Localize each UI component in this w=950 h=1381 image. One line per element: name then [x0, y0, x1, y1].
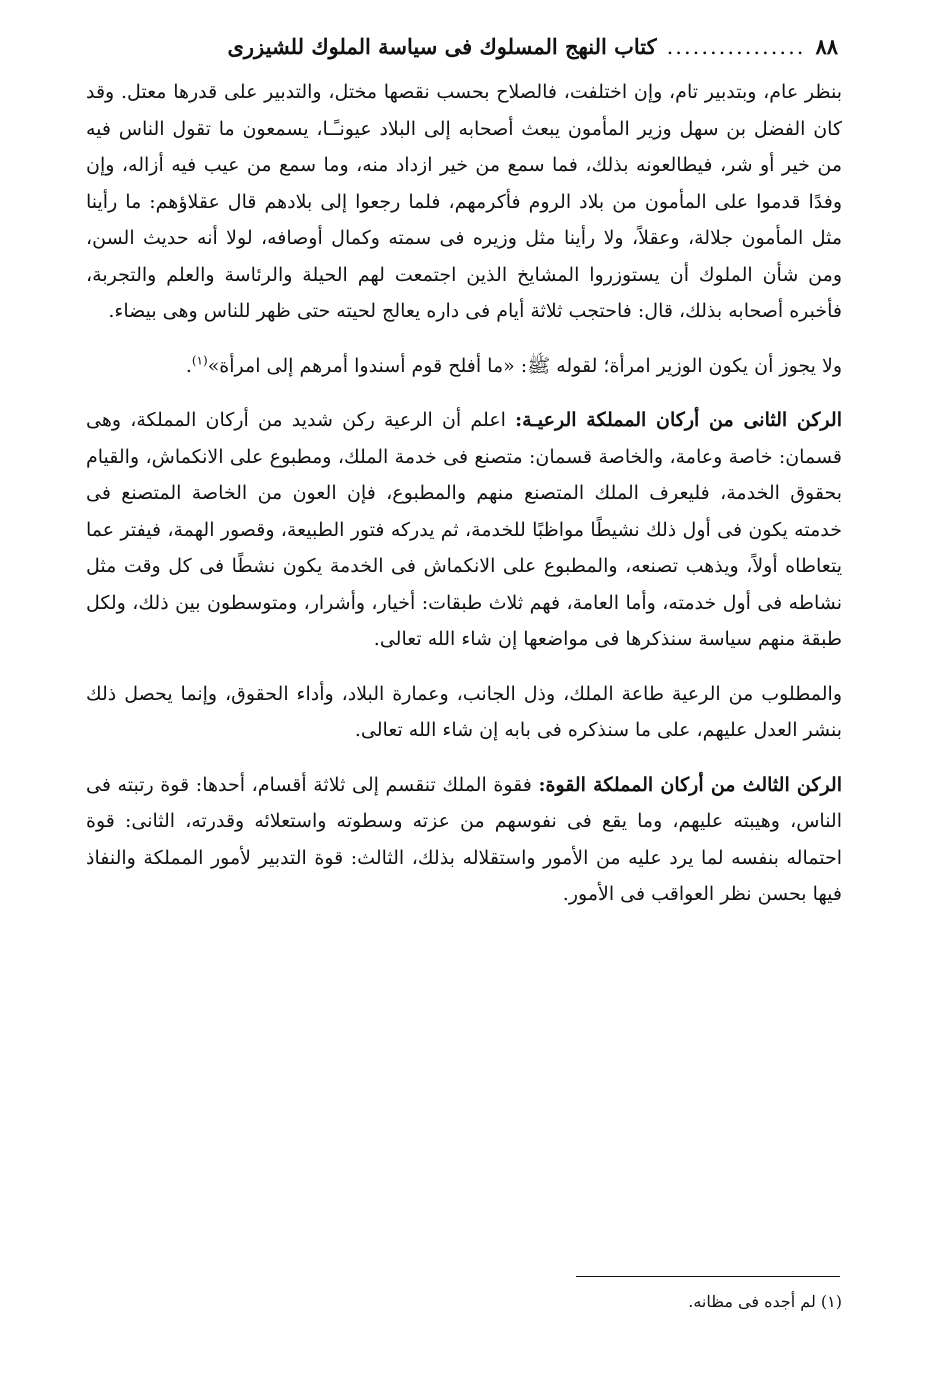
paragraph-text: والمطلوب من الرعية طاعة الملك، وذل الجانب، وعمارة البلاد، وأداء الحقوق، وإنما يحصل ذلك بنشر العدل عليهم، على ما سنذكره فى بابه إن شاء الله تعالى. [86, 682, 842, 741]
footnote: (١) لم أجده فى مظانه. [688, 1292, 842, 1311]
paragraph-text: ولا يجوز أن يكون الوزير امرأة؛ لقوله ﷺ: «ما أفلح قوم أسندوا أمرهم إلى امرأة» [207, 354, 842, 377]
section-heading: الركن الثانى من أركان المملكة الرعيـة: [515, 409, 842, 431]
page-number: ٨٨ [815, 34, 838, 59]
footnote-separator [576, 1276, 840, 1277]
header-leader-dots: ................ [666, 35, 806, 59]
section-heading: الركن الثالث من أركان المملكة القوة: [538, 773, 842, 796]
paragraph [86, 402, 842, 658]
paragraph-text: اعلم أن الرعية ركن شديد من أركان المملكة، وهى قسمان: خاصة وعامة، والخاصة قسمان: متصنع فى خدمة الملك، ومطبوع على الانكماش، والقيام بحقوق الخدمة، فليعرف الملك المتصنع منهم والمطبوع، فإن العون من الخاصة المتصنع فى خدمته يكون فى أول ذلك نشيطًا مواظبًا للخدمة، ثم يدركه فتور الطبيعة، وقصور الهمة، فيفتر عما يتعاطاه أولاً، ويذهب تصنعه، والمطبوع على الانكماش فى الخدمة يكون نشطًا فى كل وقت مثل نشاطه فى أول خدمته، وأما العامة، فهم ثلاث طبقات: أخيار، وأشرار، ومتوسطون بين ذلك، ولكل طبقة منهم سياسة سنذكرها فى مواضعها إن شاء الله تعالى. [86, 409, 842, 650]
paragraph-text: فقوة الملك تنقسم إلى ثلاثة أقسام، أحدها: قوة رتبته فى الناس، وهيبته عليهم، وما يقع فى نفوسهم من عزته وسطوته واستعلائه وقدرته، الثانى: قوة احتماله بنفسه لما يرد عليه من الأمور واستقلاله بذلك، الثالث: قوة التدبير لأمور المملكة والنفاذ فيها بحسن نظر العواقب فى الأمور. [86, 773, 842, 905]
paragraph [86, 74, 842, 330]
paragraph-text: بنظر عام، وبتدبير تام، وإن اختلفت، فالصلاح بحسب نقصها مختل، والتدبير على قدرها معتل. وقد كان الفضل بن سهل وزير المأمون يبعث أصحابه إلى البلاد عيونـًـا، يسمعون ما تقول الناس فيه من خير أو شر، فيطالعونه بذلك، فما سمع من خير ازداد منه، وما سمع من عيب فيه أزاله، وإن وفدًا قدموا على المأمون من بلاد الروم فأكرمهم، فلما رجعوا إلى بلادهم قال عقلاؤهم: ما رأينا مثل المأمون جلالة، وعقلاً، ولا رأينا مثل وزيره فى سمته وكمال أوصافه، لولا أنه حديث السن، ومن شأن الملوك أن يستوزروا المشايخ الذين اجتمعت لهم الحيلة والرئاسة والعلم والتجربة، فأخبره أصحابه بذلك، قال: فاحتجب ثلاثة أيام فى داره يعالج لحيته حتى ظهر للناس وهى بيضاء. [86, 81, 842, 322]
paragraph [86, 676, 842, 749]
main-text [86, 74, 842, 913]
book-title: كتاب النهج المسلوك فى سياسة الملوك للشيزرى [227, 34, 657, 59]
paragraph [86, 767, 842, 913]
footnote-reference: (١) [191, 353, 208, 368]
paragraph: ولا يجوز أن يكون الوزير امرأة؛ لقوله ﷺ: «ما أفلح قوم أسندوا أمرهم إلى امرأة»$^{(١)}$. [185, 353, 842, 377]
running-header [88, 34, 838, 59]
